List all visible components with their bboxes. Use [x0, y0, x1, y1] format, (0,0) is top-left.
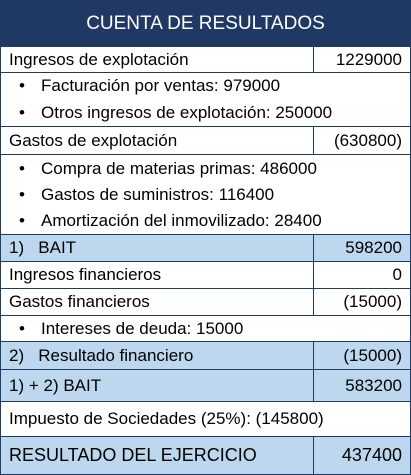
- label-resultado-financiero: 2) Resultado financiero: [9, 345, 194, 365]
- row-resultado-ejercicio: [1, 437, 410, 474]
- label-facturacion-ventas: Facturación por ventas: 979000: [41, 76, 281, 95]
- row-amortizacion: [1, 208, 410, 235]
- row-bait: [1, 235, 410, 262]
- label-intereses-deuda: Intereses de deuda: 15000: [41, 318, 244, 338]
- row-facturacion-ventas: [1, 73, 410, 99]
- row-gastos-financieros: [1, 289, 410, 316]
- row-bait-total: [1, 370, 410, 402]
- label-impuesto-sociedades: Impuesto de Sociedades (25%): (145800): [9, 409, 324, 428]
- bullet-icon: •: [19, 318, 25, 338]
- row-gastos-explotacion: [1, 127, 410, 155]
- bullet-icon: •: [19, 185, 25, 204]
- bullet-icon: •: [19, 158, 25, 178]
- bullet-icon: •: [19, 76, 25, 95]
- label-bait: 1) BAIT: [9, 238, 77, 257]
- bullet-icon: •: [19, 211, 25, 230]
- title-text: CUENTA DE RESULTADOS: [86, 12, 325, 34]
- label-amortizacion: Amortización del inmovilizado: 28400: [41, 211, 322, 230]
- row-ingresos-financieros: [1, 262, 410, 289]
- label-ingresos-financieros: Ingresos financieros: [9, 265, 162, 284]
- row-resultado-financiero: [1, 342, 410, 370]
- value-bait-total: 583200: [313, 370, 410, 401]
- value-resultado-financiero: (15000): [313, 342, 410, 369]
- row-intereses-deuda: [1, 316, 410, 342]
- label-gastos-financieros: Gastos financieros: [9, 292, 150, 311]
- label-ingresos-explotacion: Ingresos de explotación: [9, 49, 189, 69]
- label-gastos-suministros: Gastos de suministros: 116400: [41, 185, 275, 204]
- table-title: [1, 1, 410, 47]
- row-otros-ingresos: [1, 99, 410, 127]
- bullet-icon: •: [19, 102, 25, 122]
- value-resultado-ejercicio: 437400: [313, 437, 410, 474]
- label-gastos-explotacion: Gastos de explotación: [9, 130, 178, 150]
- value-bait: 598200: [313, 235, 410, 261]
- label-bait-total: 1) + 2) BAIT: [9, 375, 102, 395]
- value-ingresos-financieros: 0: [313, 262, 410, 288]
- value-ingresos-explotacion: 1229000: [313, 47, 410, 72]
- label-resultado-ejercicio: RESULTADO DEL EJERCICIO: [9, 445, 257, 465]
- row-compra-materias: [1, 155, 410, 182]
- label-compra-materias: Compra de materias primas: 486000: [41, 158, 317, 178]
- row-ingresos-explotacion: [1, 47, 410, 73]
- value-gastos-financieros: (15000): [313, 289, 410, 315]
- label-otros-ingresos: Otros ingresos de explotación: 250000: [41, 102, 333, 122]
- row-gastos-suministros: [1, 182, 410, 208]
- value-gastos-explotacion: (630800): [313, 127, 410, 154]
- row-impuesto-sociedades: [1, 402, 410, 437]
